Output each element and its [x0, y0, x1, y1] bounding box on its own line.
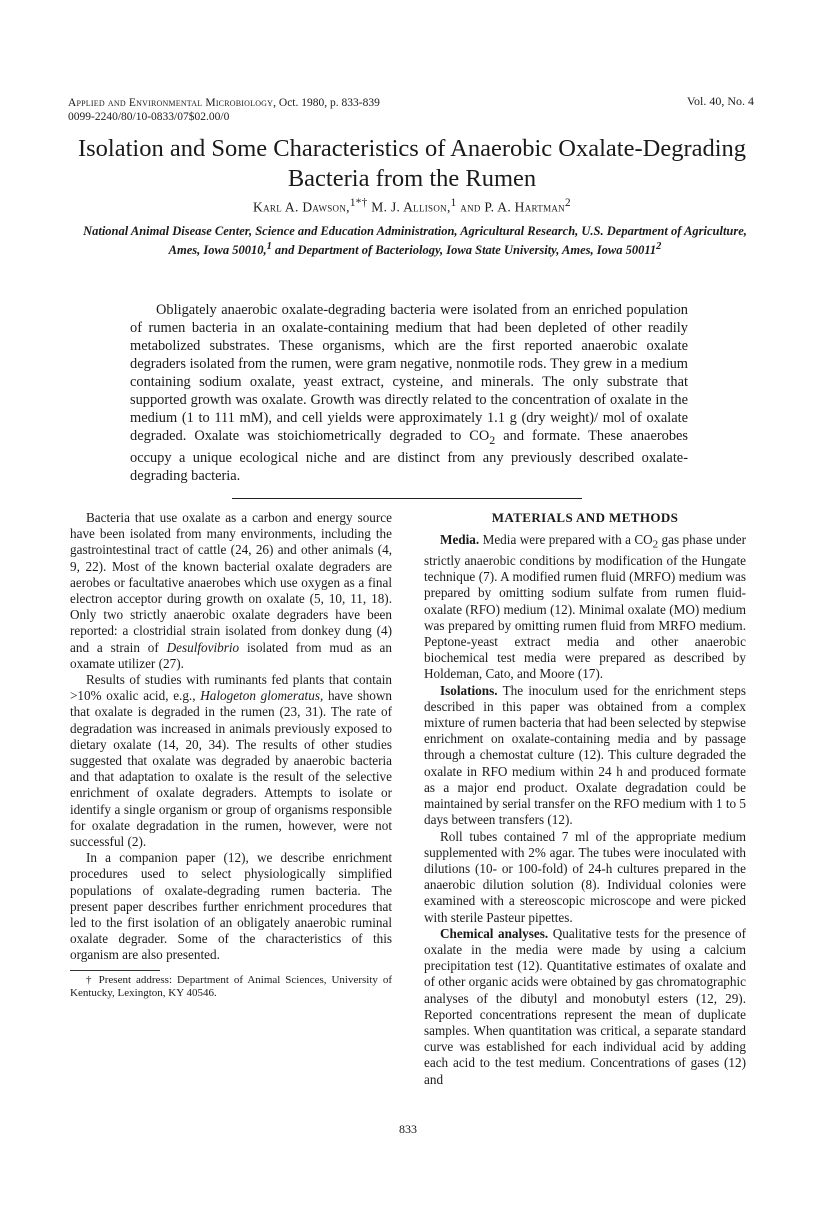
footnote-divider [70, 970, 160, 971]
author-3-affiliation-mark: 2 [565, 197, 571, 209]
subsection-heading: Chemical analyses. [440, 925, 549, 941]
abstract [130, 301, 688, 485]
author-conjunction: and [460, 199, 481, 215]
media-paragraph [424, 532, 746, 682]
intro-paragraph-1 [70, 510, 392, 672]
subsection-heading: Isolations. [440, 682, 498, 698]
affiliation-1-mark: 1 [266, 241, 272, 252]
affiliations [70, 223, 760, 258]
chemical-analyses-paragraph [424, 926, 746, 1088]
author-1: Karl A. Dawson, [253, 199, 350, 215]
intro-paragraph-2 [70, 672, 392, 850]
intro-text: , have shown that oxalate is degraded in the rumen (23, 31). The rate of degradation was increased in animals previously exposed to dietary oxalate (14, 20, 34). The results of other studies suggested that oxalate was degraded by anaerobic bacteria and that adaptation to oxalate is the result of the selective enrichment of oxalate degraders. Attempts to isolate or identify a single organism or group of organisms responsible for oxalate degradation in the rumen, however, were not successful (2). [70, 688, 392, 850]
body-text: gas phase under strictly anaerobic conditions by modification of the Hungate technique (7). A modified rumen fluid (MRFO) medium was prepared by omitting sodium sulfate from rumen fluid-oxalate (RFO) medium (12). Minimal oxalate (MO) medium was prepared by omitting rumen fluid from MRFO medium. Peptone-yeast extract media and other anaerobic biochemical test media were prepared as described by Holdeman, Cato, and Moore (17). [424, 532, 746, 682]
author-1-affiliation-mark: 1*† [349, 197, 368, 209]
left-column [70, 510, 392, 1000]
running-header [68, 96, 380, 124]
affiliation-1: National Animal Disease Center, Science and Education Administration, Agricultural Research, U.S. Department of Agriculture, Ames, Iowa 50010, [83, 224, 747, 258]
author-3: P. A. Hartman [484, 199, 565, 215]
issn-code: 0099-2240/80/10-0833/07$02.00/0 [68, 111, 230, 123]
volume-info: Vol. 40, No. 4 [686, 94, 754, 108]
intro-text: Results of studies with ruminants fed plants that contain >10% oxalic acid, e.g., [70, 672, 392, 704]
roll-tubes-paragraph: Roll tubes contained 7 ml of the appropriate medium supplemented with 2% agar. The tubes were inoculated with dilutions (10- or 100-fold) of 24-h cultures prepared in the anaerobic dilution solution (8). Individual colonies were examined with a stereoscopic microscope and were picked with sterile Pasteur pipettes. [424, 828, 746, 925]
intro-paragraph-3: In a companion paper (12), we describe enrichment procedures used to select physiologically simplified populations of oxalate-degrading rumen bacteria. The present paper describes further enrichment procedures that led to the first isolation of an obligately anaerobic ruminal oxalate degrader. Some of the characteristics of this organism are also presented. [70, 850, 392, 963]
author-list [60, 197, 764, 216]
page-number: 833 [399, 1122, 417, 1136]
footnote: † Present address: Department of Animal Sciences, University of Kentucky, Lexington, KY 40546. [70, 973, 392, 999]
author-2-affiliation-mark: 1 [450, 197, 457, 209]
right-column [424, 510, 746, 1088]
isolations-paragraph [424, 683, 746, 829]
body-text: Qualitative tests for the presence of oxalate in the media were made by using a calcium precipitation test (12). Quantitative estimates of oxalate and of other organic acids were obtained by gas chromatographic analyses of the dibutyl and monobutyl esters (12, 29). Reported concentrations represent the mean of duplicate samples. When quantitation was critical, a separate standard curve was established for each individual acid by adding each acid to the test medium. Concentrations of gases (12) and [424, 925, 746, 1087]
section-heading: MATERIALS AND METHODS [491, 510, 679, 525]
subscript: 2 [652, 538, 659, 551]
author-2: M. J. Allison, [371, 199, 451, 215]
journal-name: Applied and Environmental Microbiology [68, 97, 274, 109]
article-title: Isolation and Some Characteristics of Anaerobic Oxalate-Degrading Bacteria from the Rumen [77, 135, 747, 192]
body-text: Media were prepared with a CO [479, 532, 653, 548]
abstract-text-2: and formate. These anaerobes occupy a unique ecological niche and are distinct from any previously described oxalate-degrading bacteria. [130, 428, 688, 484]
abstract-text-1: Obligately anaerobic oxalate-degrading bacteria were isolated from an enriched population of rumen bacteria in an oxalate-containing medium that had been depleted of other readily metabolized substrates. These organisms, which are the first reported anaerobic oxalate degraders isolated from the rumen, were gram negative, nonmotile rods. They grew in a medium containing sodium oxalate, yeast extract, cysteine, and minerals. The only substrate that supported growth was oxalate. Growth was directly related to the concentration of oxalate in the medium (1 to 111 mM), and cell yields were approximately 1.1 g (dry weight)/ mol of oxalate degraded. Oxalate was stoichiometrically degraded to CO [130, 302, 688, 444]
affiliation-2: and Department of Bacteriology, Iowa State University, Ames, Iowa 50011 [271, 243, 657, 258]
subsection-heading: Media. [440, 532, 480, 548]
species-name: Halogeton glomeratus [200, 688, 320, 704]
abstract-subscript: 2 [489, 432, 496, 447]
abstract-divider [232, 498, 582, 499]
intro-text: isolated from mud as an oxamate utilizer (27). [70, 639, 392, 671]
citation: , Oct. 1980, p. 833-839 [273, 97, 380, 109]
body-text: The inoculum used for the enrichment steps described in this paper was obtained from a complex mixture of rumen bacteria that had been selected by stepwise enrichment on oxalate-containing media and by passage through a chemostat culture (12). This culture degraded the oxalate in RFO medium within 24 h and produced formate as a major end product. Oxalate degradation could be maintained by serial transfer on the RFO medium with 1 to 5 days between transfers (12). [424, 682, 746, 828]
intro-text: Bacteria that use oxalate as a carbon and energy source have been isolated from many environments, including the gastrointestinal tract of cattle (24, 26) and other animals (4, 9, 22). Most of the known bacterial oxalate degraders are aerobes or facultative anaerobes which use oxygen as a final electron acceptor during growth on oxalate (5, 10, 11, 18). Only two strictly anaerobic oxalate degraders have been reported: a clostridial strain isolated from donkey dung (4) and a strain of [70, 510, 392, 655]
genus-name: Desulfovibrio [166, 639, 240, 655]
affiliation-2-mark: 2 [656, 241, 662, 252]
